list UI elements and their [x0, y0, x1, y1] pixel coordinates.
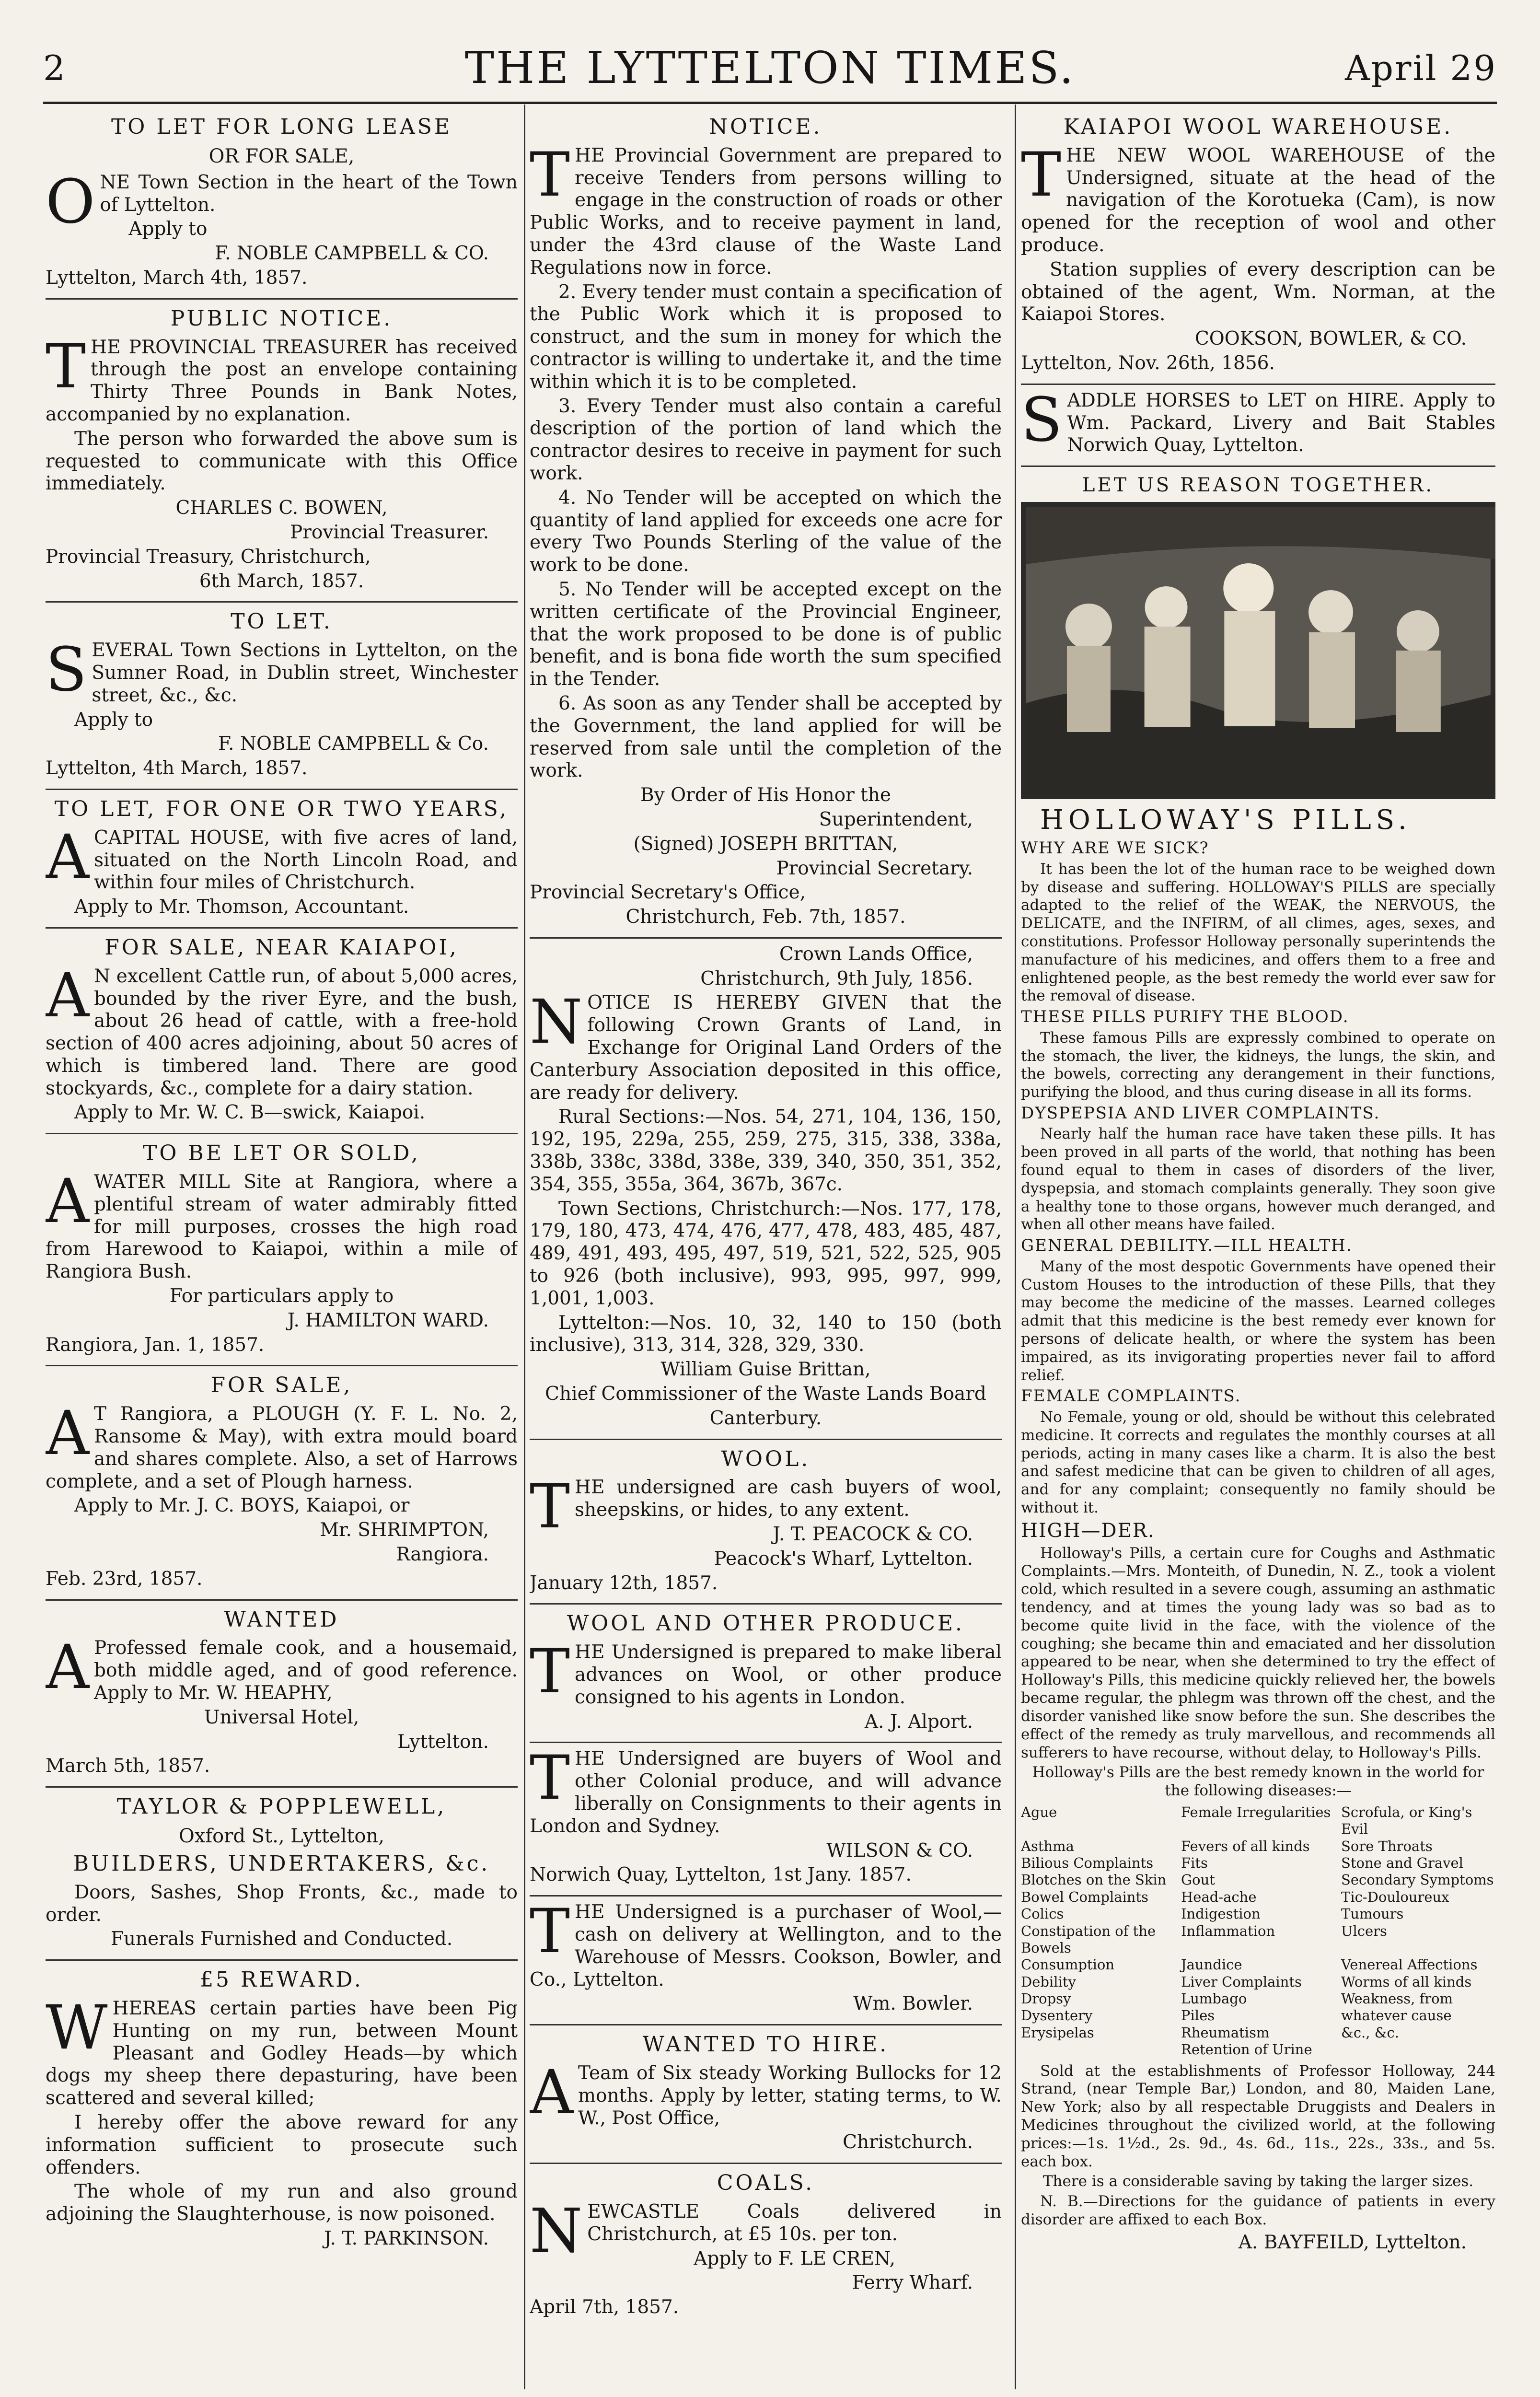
- disease-item: Retention of Urine: [1181, 2041, 1312, 2058]
- ad-coals: [530, 2164, 1002, 2327]
- disease-item: Bowel Complaints: [1021, 1888, 1149, 1905]
- ad-apply: Apply to: [74, 709, 153, 731]
- disease-item: Blotches on the Skin: [1021, 1872, 1167, 1888]
- ad-water-mill: [46, 1134, 518, 1366]
- newspaper-title: THE LYTTELTON TIMES.: [464, 42, 1076, 93]
- ad-signature: A. J. Alport.: [864, 1710, 973, 1733]
- disease-item: Venereal Affections: [1341, 1956, 1478, 1973]
- ad-body: HE Undersigned is prepared to make liberal advances on Wool, or other produce consigned to his agents in London.: [575, 1641, 1002, 1708]
- ad-body: Professed female cook, and a housemaid, both middle aged, and of good reference. Apply to Mr. W. HEAPHY,: [94, 1637, 518, 1704]
- ad-apply: Apply to Mr. W. C. B—swick, Kaiapoi.: [74, 1102, 426, 1124]
- ad-apply: For particulars apply to: [169, 1285, 394, 1307]
- disease-item: Worms of all kinds: [1341, 1973, 1472, 1990]
- ad-builders: [46, 1788, 518, 1961]
- disease-item: Female Irregularities: [1181, 1804, 1331, 1820]
- drop-cap: N: [530, 2195, 583, 2266]
- ad-signature: Mr. SHRIMPTON,: [320, 1519, 489, 1541]
- disease-item: Sore Throats: [1341, 1838, 1433, 1854]
- ad-dateline: Lyttelton, 4th March, 1857.: [46, 757, 308, 780]
- ad-dateline: April 7th, 1857.: [530, 2296, 679, 2318]
- ad-body: NE Town Section in the heart of the Town of Lyttelton.: [100, 171, 518, 216]
- ad-body: ADDLE HORSES to LET on HIRE. Apply to Wm. Packard, Livery and Bait Stables Norwich Quay, Lyttelton.: [1067, 389, 1495, 456]
- ad-body: OTICE IS HEREBY GIVEN that the following Crown Grants of Land, in Exchange for Original Land Orders of the Canterbury Association deposited in this office, are ready for delivery.: [530, 992, 1002, 1104]
- ad-wanted-to-hire: [530, 2025, 1002, 2164]
- ad-dateline: Norwich Quay, Lyttelton, 1st Jany. 1857.: [530, 1864, 912, 1886]
- ad-heading: COALS.: [717, 2171, 815, 2196]
- ad-body: HEREAS certain parties have been Pig Hunting on my run, between Mount Pleasant and Godley Heads—by which dogs my sheep there depasturing, have been scattered and several killed;: [46, 1997, 518, 2109]
- disease-item: Dropsy: [1021, 1990, 1071, 2007]
- ad-wilson-co: [530, 1743, 1002, 1897]
- ad-dateline: Rangiora, Jan. 1, 1857.: [46, 1334, 265, 1356]
- ad-clause: 3. Every Tender must also contain a careful description of the portion of land which the contractor desires to receive in payment for such work.: [530, 395, 1002, 484]
- drop-cap: A: [46, 1166, 89, 1237]
- disease-item: Fits: [1181, 1855, 1208, 1872]
- drop-cap: A: [46, 1398, 89, 1469]
- ad-apply: Apply to Mr. Thomson, Accountant.: [74, 896, 409, 918]
- drop-cap: T: [530, 1896, 570, 1967]
- ad-signature: J. T. PARKINSON.: [324, 2227, 489, 2249]
- disease-item: Head-ache: [1181, 1888, 1257, 1905]
- disease-item: Bilious Complaints: [1021, 1855, 1154, 1872]
- ad-signature-place: Lyttelton.: [397, 1731, 489, 1753]
- ad-signature: Wm. Bowler.: [853, 1993, 973, 2015]
- product-title: HOLLOWAY'S PILLS.: [1040, 804, 1412, 836]
- ad-body: The whole of my run and also ground adjoining the Slaughterhouse, is now poisoned.: [46, 2181, 518, 2225]
- ad-body: Station supplies of every description can be obtained of the agent, Wm. Norman, at the Kaiapoi Stores.: [1021, 258, 1495, 326]
- ad-clause: 4. No Tender will be accepted on which the quantity of land applied for exceeds one acre for every Two Pounds Sterling of the value of the work to be done.: [530, 487, 1002, 576]
- ad-body: HE PROVINCIAL TREASURER has received through the post an envelope containing Thirty Three Pounds in Bank Notes, accompanied by no explanation.: [46, 336, 518, 425]
- ad-body: HE NEW WOOL WAREHOUSE of the Undersigned, situate at the head of the navigation of the Korotueka (Cam), is now opened for the reception of wool and other produce.: [1021, 144, 1495, 256]
- drop-cap: T: [530, 1636, 570, 1707]
- disease-item: Rheumatism: [1181, 2024, 1270, 2041]
- section-heading: HIGH—DER.: [1021, 1519, 1155, 1542]
- ad-apply: Apply to: [128, 218, 208, 240]
- ad-heading: TO LET.: [231, 609, 333, 634]
- figure: [1065, 604, 1112, 650]
- issue-date: April 29: [1344, 48, 1497, 88]
- diseases-intro: Holloway's Pills are the best remedy known in the world for the following diseases:—: [1032, 1764, 1484, 1800]
- ad-to-let-house: [46, 790, 518, 929]
- ad-body: HE Undersigned is a purchaser of Wool,—cash on delivery at Wellington, and to the Warehouse of Messrs. Cookson, Bowler, and Co., Lyttelton.: [530, 1901, 1002, 1990]
- section-body: No Female, young or old, should be without this celebrated medicine. It corrects and regulates the monthly courses at all periods, acting in many cases like a charm. It is also the best and safest medicine that can be given to children of all ages, and for any complaint; consequently no family should be without it.: [1021, 1408, 1495, 1516]
- ad-dateline: Lyttelton, Nov. 26th, 1856.: [1021, 352, 1275, 374]
- drop-cap: T: [1021, 139, 1062, 210]
- ad-order: By Order of His Honor the: [640, 784, 891, 806]
- ad-town-sections: Town Sections, Christchurch:—Nos. 177, 178, 179, 180, 473, 474, 476, 477, 478, 483, 485, 487, 489, 491, 493, 495, 497, 519, 521, 522, 525, 905 to 926 (both inclusive), 993, 995, 997, 999, 1,001, 1,003.: [530, 1198, 1002, 1309]
- disease-item: Scrofula, or King's Evil: [1341, 1804, 1472, 1838]
- ad-body: HE undersigned are cash buyers of wool, sheepskins, or hides, to any extent.: [575, 1477, 1002, 1521]
- disease-item: Tumours: [1341, 1906, 1404, 1922]
- disease-item: Dysentery: [1021, 2007, 1093, 2024]
- ad-body: I hereby offer the above reward for any information sufficient to prosecute such offenders.: [46, 2111, 518, 2178]
- ad-heading: TO BE LET OR SOLD,: [143, 1141, 420, 1166]
- ad-heading: PUBLIC NOTICE.: [170, 306, 393, 331]
- ad-signature: WILSON & CO.: [826, 1839, 973, 1862]
- ad-body: HE Provincial Government are prepared to receive Tenders from persons willing to engage in the construction of roads or other Public Works, and to receive payment in land, under the 43rd clause of the Waste Land Regulations now in force.: [530, 144, 1002, 279]
- ad-body: N excellent Cattle run, of about 5,000 acres, bounded by the river Eyre, and the bush, about 26 head of cattle, with a free-hold section of 400 acres adjoining, about 50 acres of which is timbered land. There are good stockyards, &c., complete for a dairy station.: [46, 965, 518, 1099]
- disease-item: Tic-Douloureux: [1341, 1888, 1449, 1905]
- ad-wanted-cook: [46, 1601, 518, 1788]
- disease-item: Erysipelas: [1021, 2024, 1094, 2041]
- ad-clause: 6. As soon as any Tender shall be accepted by the Government, the land applied for will be reserved from sale until the completion of the work.: [530, 692, 1002, 782]
- ad-body: Team of Six steady Working Bullocks for 12 months. Apply by letter, stating terms, to W. W., Post Office,: [578, 2062, 1002, 2129]
- figure: [1145, 627, 1191, 727]
- column-rule: [524, 105, 525, 2389]
- disease-item: Debility: [1021, 1973, 1076, 1990]
- section-body: These famous Pills are expressly combined to operate on the stomach, the liver, the kidneys, the lungs, the skin, and the bowels, correcting any derangement in their functions, purifying the blood, and thus curing disease in all its forms.: [1021, 1029, 1495, 1101]
- ad-to-let-sections: [46, 603, 518, 790]
- ad-body: Doors, Sashes, Shop Fronts, &c., made to order.: [46, 1881, 518, 1926]
- disease-item: Lumbago: [1181, 1990, 1247, 2007]
- ad-signature-place: Ferry Wharf.: [852, 2272, 973, 2294]
- ad-signature-title: Superintendent,: [819, 808, 973, 830]
- ad-heading: FOR SALE,: [210, 1373, 353, 1398]
- ad-crown-grants: [530, 939, 1002, 1440]
- drop-cap: O: [46, 166, 95, 237]
- figure: [1145, 586, 1188, 628]
- ad-heading: FOR SALE, NEAR KAIAPOI,: [104, 935, 459, 960]
- disease-item: Jaundice: [1181, 1956, 1242, 1973]
- column-right: [1021, 108, 1495, 2389]
- drop-cap: T: [46, 331, 86, 402]
- disease-item: Ulcers: [1341, 1922, 1387, 1939]
- section-heading: FEMALE COMPLAINTS.: [1021, 1386, 1241, 1406]
- disease-item: [1341, 2041, 1495, 2058]
- ad-dateline: March 5th, 1857.: [46, 1755, 210, 1777]
- ad-signature: (Signed) JOSEPH BRITTAN,: [633, 833, 898, 855]
- section-body: Holloway's Pills, a certain cure for Coughs and Asthmatic Complaints.—Mrs. Monteith, of Dunedin, N. Z., took a violent cold, which resulted in a severe cough, assuming an asthmatic tendency, and at times the young lady was so bad as to become quite livid in the face, with the violence of the coughing; she became thin and emaciated and her dissolution appeared to be near, when she determined to try the effect of Holloway's Pills, this medicine quickly relieved her, the bowels became regular, the phlegm was thrown off the chest, and the disorder vanished like snow before the sun. She describes the effect of the remedy as truly marvellous, and recommends all sufferers to have recourse, without delay, to Holloway's Pills.: [1021, 1544, 1495, 1761]
- ad-body: HE Undersigned are buyers of Wool and other Colonial produce, and will advance liberally on Consignments to their agents in London and Sydney.: [530, 1748, 1002, 1837]
- ad-wool-produce: [530, 1605, 1002, 1743]
- figure: [1224, 611, 1275, 726]
- ad-subheading: OR FOR SALE,: [208, 145, 355, 167]
- disease-item: Fevers of all kinds: [1181, 1838, 1310, 1854]
- figure: [1309, 632, 1355, 728]
- ad-signature: F. NOBLE CAMPBELL & CO.: [215, 243, 489, 265]
- ad-body: The person who forwarded the above sum is requested to communicate with this Office immediately.: [46, 428, 518, 495]
- drop-cap: T: [530, 139, 570, 210]
- ad-signature-place: Peacock's Wharf, Lyttelton.: [714, 1548, 973, 1570]
- section-body: Nearly half the human race have taken these pills. It has been proved in all parts of the world, that nothing has been found equal to them in cases of disorders of the liver, dyspepsia, and stomach complaints generally. They soon give a healthy tone to those organs, however much deranged, and when all other means have failed.: [1021, 1125, 1495, 1233]
- ad-apply: Apply to F. LE CREN,: [694, 2247, 896, 2269]
- disease-item: Gout: [1181, 1872, 1215, 1888]
- disease-item: Consumption: [1021, 1956, 1115, 1973]
- drop-cap: A: [46, 821, 89, 892]
- engraving-illustration: [1021, 502, 1495, 799]
- disease-item: Liver Complaints: [1181, 1973, 1302, 1990]
- ad-signature-place: Christchurch.: [843, 2131, 973, 2153]
- section-heading: GENERAL DEBILITY.—ILL HEALTH.: [1021, 1236, 1353, 1256]
- ad-heading: NOTICE.: [709, 115, 822, 139]
- ad-signature: J. HAMILTON WARD.: [287, 1309, 489, 1331]
- ad-holloways-pills: [1021, 467, 1495, 2262]
- nb-notice: N. B.—Directions for the guidance of patients in every disorder are affixed to each Box.: [1021, 2193, 1495, 2229]
- ad-reward: [46, 1961, 518, 2259]
- ad-heading: WANTED: [224, 1607, 339, 1632]
- ad-body: T Rangiora, a PLOUGH (Y. F. L. No. 2, Ransome & May), with extra mould board and shares complete. Also, a set of Harrows complete, and a set of Plough harness.: [46, 1403, 518, 1492]
- ad-to-let-long-lease: [46, 108, 518, 300]
- masthead: [43, 34, 1497, 96]
- disease-item: Piles: [1181, 2007, 1215, 2024]
- ad-signature-title: Chief Commissioner of the Waste Lands Board: [545, 1383, 986, 1405]
- ad-signature: A. BAYFEILD, Lyttelton.: [1238, 2231, 1467, 2253]
- ad-date: Christchurch, Feb. 7th, 1857.: [625, 906, 906, 928]
- column-middle: [530, 108, 1002, 2389]
- figure: [1308, 590, 1353, 634]
- disease-item: Secondary Symptoms: [1341, 1872, 1494, 1888]
- ad-clause: 2. Every tender must contain a specification of the Public Work which it is proposed to construct, and the sum in money for which the contractor is willing to undertake it, and the time within which it is to be completed.: [530, 281, 1002, 393]
- ad-heading: WOOL.: [721, 1446, 811, 1471]
- ad-apply: Apply to Mr. J. C. BOYS, Kaiapoi, or: [74, 1495, 410, 1517]
- section-body: It has been the lot of the human race to be weighed down by disease and suffering. HOLLOWAY'S PILLS are specially adapted to the relief of the WEAK, the NERVOUS, the DELICATE, and the INFIRM, of all climes, ages, sexes, and constitutions. Professor Holloway personally superintends the manufacture of his medicines, and offers them to a free and enlightened people, as the best remedy the world ever saw for the removal of disease.: [1021, 860, 1495, 1005]
- ad-signature: William Guise Brittan,: [660, 1359, 871, 1381]
- ad-for-sale-cattle-run: [46, 929, 518, 1134]
- ad-signature-place: Canterbury.: [709, 1407, 822, 1429]
- ad-signature-title: Provincial Secretary.: [776, 857, 973, 879]
- ad-body: EWCASTLE Coals delivered in Christchurch, at £5 10s. per ton.: [587, 2200, 1002, 2245]
- drop-cap: T: [530, 1471, 570, 1542]
- ad-dateline: Provincial Treasury, Christchurch,: [46, 546, 371, 568]
- disease-item: Ague: [1021, 1804, 1057, 1820]
- drop-cap: W: [46, 1992, 108, 2063]
- ad-heading: TAYLOR & POPPLEWELL,: [116, 1794, 447, 1819]
- figure: [1067, 646, 1111, 732]
- ad-dateline: January 12th, 1857.: [530, 1572, 718, 1594]
- drop-cap: A: [46, 1632, 89, 1703]
- ad-body: WATER MILL Site at Rangiora, where a plentiful stream of water admirably fitted for mill purposes, crosses the high road from Harewood to Kaiapoi, within a mile of Rangiora Bush.: [46, 1171, 518, 1283]
- ad-date: 6th March, 1857.: [199, 570, 364, 592]
- ad-subheading: Oxford St., Lyttelton,: [178, 1825, 384, 1847]
- ad-dateline: Lyttelton, March 4th, 1857.: [46, 267, 308, 289]
- sold-notice: Sold at the establishments of Professor Holloway, 244 Strand, (near Temple Bar,) London, and 80, Maiden Lane, New York; also by all respectable Druggists and Dealers in Medicines throughout the civilized world, at the following prices:—1s. 1½d., 2s. 9d., 4s. 6d., 11s., 22s., 33s., and 5s. each box.: [1021, 2062, 1495, 2170]
- ad-body: EVERAL Town Sections in Lyttelton, on the Sumner Road, in Dublin street, Winchester street, &c., &c.: [92, 640, 518, 706]
- ad-clause: 5. No Tender will be accepted except on the written certificate of the Provincial Engineer, that the work proposed to be done is of public benefit, and is bona fide worth the sum specified in the Tender.: [530, 578, 1002, 690]
- ad-heading: WOOL AND OTHER PRODUCE.: [567, 1611, 965, 1636]
- disease-item: [1021, 2041, 1175, 2058]
- ad-dateline: Feb. 23rd, 1857.: [46, 1568, 203, 1590]
- ad-signature: CHARLES C. BOWEN,: [175, 497, 388, 519]
- figure: [1397, 610, 1439, 652]
- drop-cap: T: [530, 1743, 570, 1814]
- figure: [1396, 651, 1441, 732]
- section-body: Many of the most despotic Governments have opened their Custom Houses to the introduction of these Pills, that they may become the medicine of the masses. Learned colleges admit that this medicine is the best remedy ever known for persons of delicate health, or where the system has been impaired, as its invigorating properties never fail to afford relief.: [1021, 1257, 1495, 1384]
- section-heading: THESE PILLS PURIFY THE BLOOD.: [1021, 1007, 1349, 1027]
- ad-kaiapoi-wool: [1021, 108, 1495, 385]
- ad-dateline: Provincial Secretary's Office,: [530, 882, 806, 904]
- ad-office-date: Christchurch, 9th July, 1856.: [700, 967, 973, 989]
- ad-body: CAPITAL HOUSE, with five acres of land, situated on the North Lincoln Road, and within four miles of Christchurch.: [94, 826, 518, 894]
- disease-item: Inflammation: [1181, 1922, 1275, 1939]
- ad-lyttelton-sections: Lyttelton:—Nos. 10, 32, 140 to 150 (both inclusive), 313, 314, 328, 329, 330.: [530, 1312, 1002, 1356]
- disease-item: Colics: [1021, 1906, 1064, 1922]
- drop-cap: A: [46, 960, 89, 1031]
- drop-cap: A: [530, 2057, 573, 2128]
- saving-notice: There is a considerable saving by taking the larger sizes.: [1042, 2173, 1474, 2190]
- disease-item: Weakness, from: [1341, 1990, 1453, 2007]
- diseases-list: [1021, 1804, 1495, 2059]
- ad-wool-buyers: [530, 1440, 1002, 1605]
- ad-bowler: [530, 1897, 1002, 2025]
- ad-rural-sections: Rural Sections:—Nos. 54, 271, 104, 136, 150, 192, 195, 229a, 255, 259, 275, 315, 338, 338a, 338b, 338c, 338d, 338e, 339, 340, 350, 351, 352, 354, 355, 355a, 364, 367b, 367c.: [530, 1106, 1002, 1195]
- disease-item: Stone and Gravel: [1341, 1855, 1463, 1872]
- ad-signature: COOKSON, BOWLER, & CO.: [1194, 328, 1467, 350]
- section-heading: WHY ARE WE SICK?: [1021, 838, 1209, 858]
- disease-item: Asthma: [1021, 1838, 1074, 1854]
- masthead-rule: [43, 102, 1497, 104]
- ad-signature: F. NOBLE CAMPBELL & Co.: [218, 733, 489, 755]
- ad-heading: £5 REWARD.: [200, 1967, 363, 1992]
- disease-item: whatever cause: [1341, 2007, 1452, 2024]
- section-heading: DYSPEPSIA AND LIVER COMPLAINTS.: [1021, 1103, 1380, 1123]
- ad-heading: LET US REASON TOGETHER.: [1082, 474, 1435, 497]
- disease-item: Indigestion: [1181, 1906, 1261, 1922]
- figure: [1223, 563, 1274, 613]
- drop-cap: S: [46, 634, 87, 705]
- ad-signature: Universal Hotel,: [204, 1706, 359, 1728]
- ad-saddle-horses: [1021, 385, 1495, 467]
- ad-heading: WANTED TO HIRE.: [642, 2032, 889, 2057]
- ad-tenders-notice: [530, 108, 1002, 939]
- page-number: 2: [43, 48, 65, 88]
- ad-signature: J. T. PEACOCK & CO.: [773, 1524, 973, 1546]
- ad-for-sale-plough: [46, 1366, 518, 1600]
- ad-signature-title: Provincial Treasurer.: [289, 521, 489, 543]
- disease-item: Constipation of the Bowels: [1021, 1922, 1156, 1956]
- ad-body: Funerals Furnished and Conducted.: [110, 1928, 453, 1950]
- column-rule: [1015, 105, 1016, 2389]
- drop-cap: N: [530, 987, 583, 1058]
- disease-item: &c., &c.: [1341, 2024, 1399, 2041]
- column-left: [46, 108, 518, 2389]
- ad-heading: KAIAPOI WOOL WAREHOUSE.: [1063, 115, 1453, 139]
- ad-heading-secondary: BUILDERS, UNDERTAKERS, &c.: [73, 1851, 490, 1876]
- ad-heading: TO LET FOR LONG LEASE: [111, 115, 452, 139]
- ad-office: Crown Lands Office,: [779, 943, 973, 965]
- ad-heading: TO LET, FOR ONE OR TWO YEARS,: [54, 796, 509, 821]
- drop-cap: S: [1021, 384, 1063, 455]
- ad-signature-place: Rangiora.: [396, 1544, 489, 1566]
- ad-public-notice: [46, 300, 518, 603]
